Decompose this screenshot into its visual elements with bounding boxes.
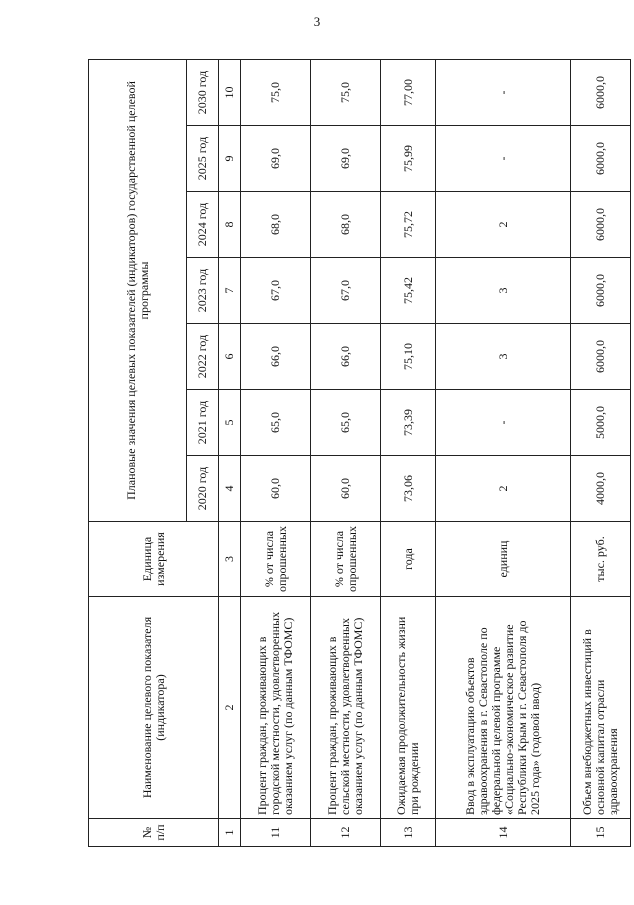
value-cell: 4000,0 <box>571 456 631 522</box>
row-number: 11 <box>241 819 311 847</box>
value-cell: 73,06 <box>381 456 436 522</box>
indicator-name: Процент граждан, проживающих в сельской местности, удовлетворенных оказанием услуг (по данным ТФОМС) <box>311 597 381 819</box>
value-cell: 2 <box>436 456 571 522</box>
row-number: 14 <box>436 819 571 847</box>
value-cell: 69,0 <box>311 126 381 192</box>
indicator-name: Ввод в эксплуатацию объектов здравоохранения в г. Севастополе по федеральной целевой программе «Социально-экономическое развитие Республики Крым и г. Севастополя до 2025 года» (годовой ввод) <box>436 597 571 819</box>
value-cell: 6000,0 <box>571 59 631 125</box>
value-cell: 75,0 <box>241 59 311 125</box>
header-indicator: Наименование целевого показателя (индикатора) <box>89 597 219 819</box>
table-row <box>381 59 436 846</box>
row-number: 15 <box>571 819 631 847</box>
column-number: 4 <box>219 456 241 522</box>
column-number: 10 <box>219 59 241 125</box>
value-cell: 60,0 <box>311 456 381 522</box>
indicator-name: Ожидаемая продолжительность жизни при рождении <box>381 597 436 819</box>
value-cell: 68,0 <box>311 192 381 258</box>
column-number: 9 <box>219 126 241 192</box>
value-cell: - <box>436 126 571 192</box>
row-number: 13 <box>381 819 436 847</box>
value-cell: 2 <box>436 192 571 258</box>
header-year: 2022 год <box>187 324 219 390</box>
table-row <box>311 59 381 846</box>
column-number: 7 <box>219 258 241 324</box>
header-no: № п/п <box>89 819 219 847</box>
value-cell: 6000,0 <box>571 258 631 324</box>
value-cell: 3 <box>436 258 571 324</box>
value-cell: 67,0 <box>241 258 311 324</box>
value-cell: 68,0 <box>241 192 311 258</box>
table-row <box>241 59 311 846</box>
table-row <box>436 59 571 846</box>
indicator-name: Объем внебюджетных инвестиций в основной капитал отрасли здравоохранения <box>571 597 631 819</box>
unit-cell: года <box>381 522 436 597</box>
header-year: 2030 год <box>187 59 219 125</box>
header-unit: Единица измерения <box>89 522 219 597</box>
header-planned-values: Плановые значения целевых показателей (индикаторов) государственной целевой программы <box>89 59 187 521</box>
column-number: 5 <box>219 390 241 456</box>
value-cell: 66,0 <box>311 324 381 390</box>
value-cell: 75,10 <box>381 324 436 390</box>
indicators-table <box>88 59 631 847</box>
unit-cell: единиц <box>436 522 571 597</box>
header-year: 2023 год <box>187 258 219 324</box>
value-cell: 6000,0 <box>571 192 631 258</box>
value-cell: 69,0 <box>241 126 311 192</box>
value-cell: 75,42 <box>381 258 436 324</box>
value-cell: 66,0 <box>241 324 311 390</box>
value-cell: 67,0 <box>311 258 381 324</box>
table-row <box>571 59 631 846</box>
value-cell: 77,00 <box>381 59 436 125</box>
value-cell: 6000,0 <box>571 126 631 192</box>
column-number: 3 <box>219 522 241 597</box>
value-cell: - <box>436 59 571 125</box>
value-cell: - <box>436 390 571 456</box>
column-number: 1 <box>219 819 241 847</box>
value-cell: 6000,0 <box>571 324 631 390</box>
header-year: 2025 год <box>187 126 219 192</box>
value-cell: 5000,0 <box>571 390 631 456</box>
column-number: 8 <box>219 192 241 258</box>
indicator-name: Процент граждан, проживающих в городской местности, удовлетворенных оказанием услуг (по данным ТФОМС) <box>241 597 311 819</box>
column-number: 2 <box>219 597 241 819</box>
value-cell: 65,0 <box>311 390 381 456</box>
value-cell: 73,39 <box>381 390 436 456</box>
value-cell: 75,0 <box>311 59 381 125</box>
value-cell: 75,99 <box>381 126 436 192</box>
row-number: 12 <box>311 819 381 847</box>
value-cell: 3 <box>436 324 571 390</box>
column-number: 6 <box>219 324 241 390</box>
value-cell: 60,0 <box>241 456 311 522</box>
header-year: 2020 год <box>187 456 219 522</box>
header-year: 2021 год <box>187 390 219 456</box>
rotated-table-container <box>88 60 620 847</box>
value-cell: 75,72 <box>381 192 436 258</box>
unit-cell: тыс. руб. <box>571 522 631 597</box>
header-year: 2024 год <box>187 192 219 258</box>
value-cell: 65,0 <box>241 390 311 456</box>
unit-cell: % от числа опрошенных <box>311 522 381 597</box>
unit-cell: % от числа опрошенных <box>241 522 311 597</box>
page-number: 3 <box>313 14 321 29</box>
